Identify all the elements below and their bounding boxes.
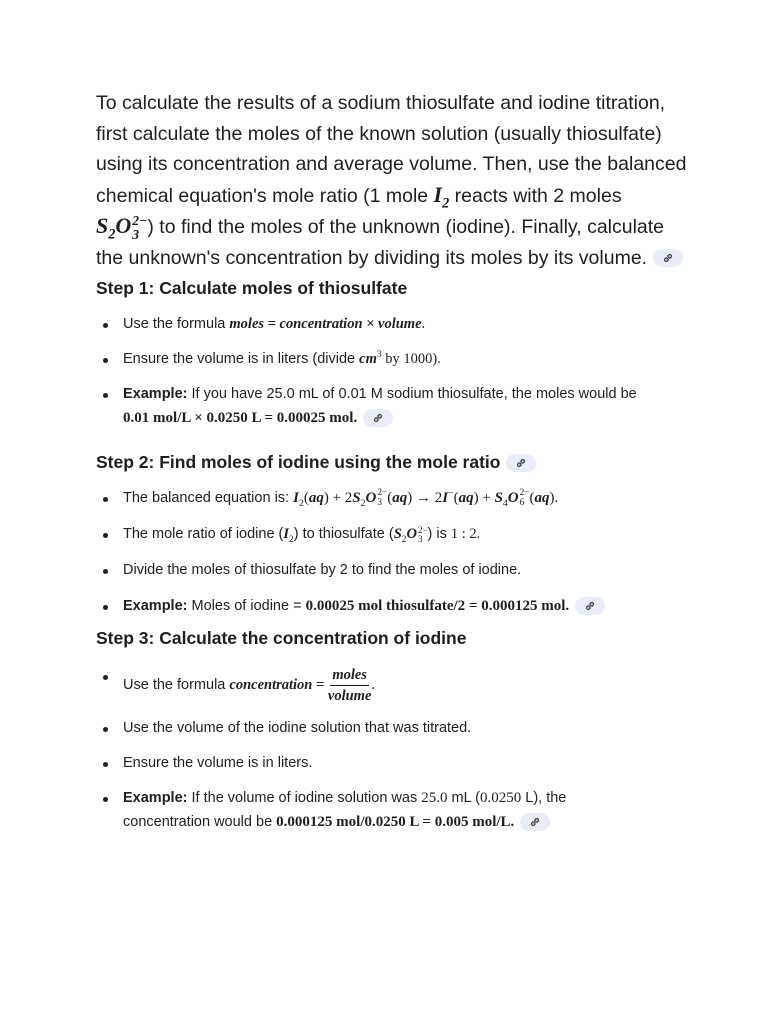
volume-liters: 0.0250 [479, 790, 522, 806]
bullet-text: Ensure the volume is in liters (divide [123, 351, 360, 367]
balanced-equation: $I_2(aq) + 2S_2O$ 2− 3 $(aq) \to 2I^-(aq) + S_4O$ 2− 6 (aq). [293, 488, 559, 509]
bullet-text: Moles of iodine = [187, 598, 306, 614]
example-label: Example: [123, 598, 188, 614]
intro-line: using its concentration and average volume. Then, use the balanced [96, 153, 687, 175]
iodine-formula: $I_2$ [283, 526, 294, 545]
list-item: Divide the moles of thiosulfate by 2 to find the moles of iodine. [96, 558, 676, 582]
bullet-text: Use the formula [123, 316, 230, 332]
list-item: Use the formula moles = concentration × volume. [96, 312, 676, 336]
mole-ratio: 1 : 2. [450, 526, 481, 542]
step2-heading [96, 452, 536, 473]
bullet-text: L), the [521, 790, 567, 806]
list-item: Use the volume of the iodine solution that was titrated. [96, 716, 676, 740]
link-icon [372, 412, 384, 424]
bullet-text: concentration would be [123, 814, 277, 830]
source-link-chip[interactable] [506, 454, 536, 472]
list-item: Ensure the volume is in liters. [96, 751, 676, 775]
source-link-chip[interactable] [363, 409, 393, 427]
fraction-denominator: volume [327, 687, 372, 704]
fraction-numerator: moles [330, 666, 369, 686]
step3-list [96, 664, 676, 834]
formula-lhs: concentration = [229, 677, 328, 693]
list-item [96, 594, 676, 618]
source-link-chip[interactable] [575, 597, 605, 615]
source-link-chip[interactable] [520, 813, 550, 831]
bullet-text: The balanced equation is: [123, 490, 294, 506]
iodine-formula: $I_2$ [433, 181, 450, 211]
step2-list [96, 486, 676, 618]
bullet-text: If the volume of iodine solution was [187, 790, 422, 806]
intro-paragraph [96, 88, 696, 273]
link-icon [529, 816, 541, 828]
intro-text: reacts with 2 moles [449, 184, 622, 207]
bullet-text: The mole ratio of iodine ( [123, 526, 284, 542]
fraction [328, 666, 372, 705]
link-icon [515, 457, 527, 469]
bullet-text: If you have 25.0 mL of 0.01 M sodium thiosulfate, the moles would be [187, 386, 637, 402]
step3-heading: Step 3: Calculate the concentration of iodine [96, 628, 467, 648]
list-item: Ensure the volume is in liters (divide $cm^3$ by 1000). [96, 347, 676, 371]
example-math: 0.00025 mol thiosulfate/2 = 0.000125 mol. [305, 598, 570, 614]
intro-text: ) to find the moles of the unknown (iodine). Finally, calculate [147, 216, 665, 238]
link-icon [662, 252, 674, 264]
intro-line [96, 180, 696, 212]
intro-line [96, 243, 696, 274]
thiosulfate-formula: $S_2O$ 2− 3 [393, 524, 428, 545]
list-item [96, 786, 676, 834]
step1-list [96, 312, 676, 430]
link-icon [584, 600, 596, 612]
list-item [96, 382, 676, 430]
bullet-text: Use the formula [123, 677, 230, 693]
example-label: Example: [123, 386, 188, 402]
example-label: Example: [123, 790, 188, 806]
bullet-text: ) is [427, 526, 451, 542]
list-item [96, 486, 676, 510]
intro-text: the unknown's concentration by dividing its moles by its volume. [96, 246, 648, 269]
example-math: 0.000125 mol/0.0250 L = 0.005 mol/L. [276, 814, 515, 830]
intro-line: first calculate the moles of the known solution (usually thiosulfate) [96, 122, 662, 145]
unit-cm: cm [359, 351, 377, 367]
bullet-text: mL ( [447, 790, 480, 806]
intro-line: To calculate the results of a sodium thiosulfate and iodine titration, [96, 92, 666, 114]
formula-moles: moles = concentration × volume [229, 316, 422, 332]
source-link-chip[interactable] [653, 249, 683, 267]
step1-heading: Step 1: Calculate moles of thiosulfate [96, 278, 408, 298]
bullet-text: ) to thiosulfate ( [293, 526, 394, 542]
example-math: 0.01 mol/L × 0.0250 L = 0.00025 mol. [123, 410, 358, 426]
bullet-text: by 1000). [381, 351, 441, 367]
list-item [96, 522, 676, 546]
list-item: Use the formula concentration = $\frac{\text{moles}}{\text{volume}}$ . [96, 664, 676, 706]
step2-heading-text: Step 2: Find moles of iodine using the mole ratio [96, 452, 501, 472]
intro-text: chemical equation's mole ratio (1 mole [96, 184, 434, 207]
volume-value: 25.0 [421, 790, 448, 806]
intro-line [96, 211, 696, 243]
thiosulfate-formula: $S_2O$ 2− 3 [96, 213, 148, 243]
